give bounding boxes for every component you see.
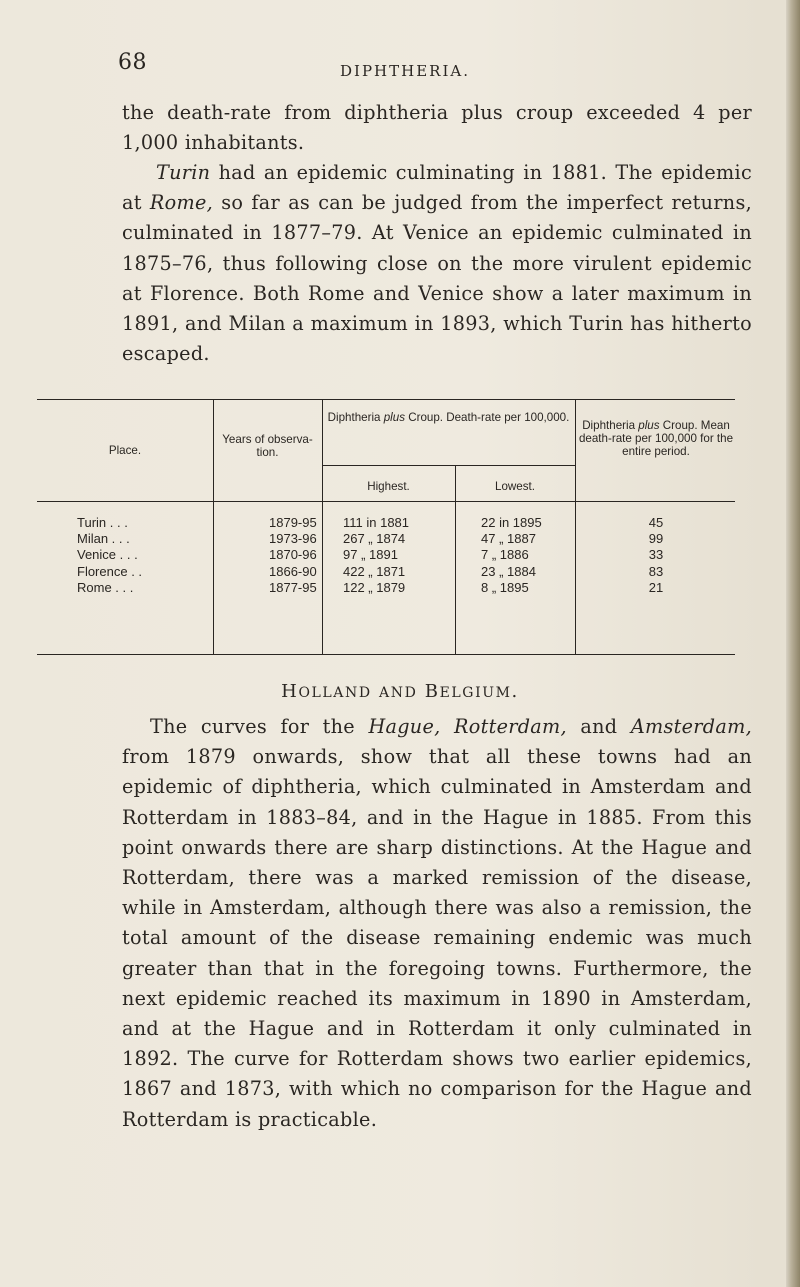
header-place: Place.	[108, 444, 142, 457]
table-header-rule	[37, 501, 735, 502]
cell-years: 1879-95	[269, 515, 317, 530]
header-highest: Highest.	[367, 480, 410, 493]
paragraph-holland-text-2: and	[566, 715, 631, 738]
cell-lowest: 47 „ 1887	[481, 531, 536, 546]
heading-initial: B	[424, 681, 440, 702]
city-amsterdam: Amsterdam,	[630, 715, 752, 738]
city-rome: Rome,	[149, 191, 214, 215]
cell-place: Milan . . .	[77, 531, 130, 546]
cell-mean: 33	[648, 547, 664, 562]
header-mean-plus: plus	[638, 419, 660, 432]
table-divider	[322, 400, 323, 654]
death-rate-table	[37, 399, 735, 655]
section-heading	[0, 681, 800, 702]
header-group-plus: plus	[383, 411, 405, 424]
header-lowest: Lowest.	[495, 480, 535, 493]
cell-place: Venice . . .	[77, 547, 138, 562]
cell-highest: 422 „ 1871	[343, 564, 406, 579]
cell-years: 1870-96	[269, 547, 317, 562]
cell-place: Florence . .	[77, 564, 143, 579]
running-head: DIPHTHERIA.	[340, 62, 470, 80]
header-group-part: Diphtheria	[327, 411, 384, 424]
table-divider	[575, 400, 576, 654]
paragraph-holland-text-1: The curves for the	[150, 715, 369, 738]
header-mean-part: Croup. Mean death-rate per 100,000 for the entire period.	[578, 419, 734, 458]
paragraph-italy-text-2: so far as can be judged from the imperfect returns, culminated in 1877–79. At Venice an epidemic culminated in 1875–76, thus following close on the more virulent epidemic at Florence. Both Rome and Venice show a later maximum in 1891, and Milan a maximum in 1893, which Turin has hitherto escaped.	[122, 191, 752, 366]
cell-years: 1866-90	[269, 564, 317, 579]
header-group-part: Croup. Death-rate per 100,000.	[405, 411, 570, 424]
heading-word: ELGIUM	[439, 685, 512, 701]
cell-years: 1877-95	[269, 580, 317, 595]
cell-highest: 267 „ 1874	[343, 531, 406, 546]
paragraph-italy-text-1: had an epidemic culminating in 1881. The epidemic at	[122, 161, 752, 215]
header-mean-rate	[577, 419, 735, 458]
cell-place: Rome . . .	[77, 580, 134, 595]
cell-lowest: 8 „ 1895	[481, 580, 529, 595]
cell-mean: 83	[648, 564, 664, 579]
heading-word: AND	[379, 685, 418, 701]
city-turin: Turin	[156, 161, 211, 184]
cell-years: 1973-96	[269, 531, 317, 546]
cell-highest: 111 in 1881	[343, 515, 410, 530]
cell-mean: 99	[648, 531, 664, 546]
cell-mean: 45	[648, 515, 664, 530]
heading-period: .	[511, 681, 519, 702]
page-edge	[786, 0, 800, 1287]
cell-highest: 97 „ 1891	[343, 547, 398, 562]
cell-highest: 122 „ 1879	[343, 580, 406, 595]
paragraph-holland	[122, 712, 752, 1135]
table-divider	[455, 465, 456, 654]
header-years: Years of observa-tion.	[222, 433, 313, 459]
page-number: 68	[118, 50, 147, 75]
paragraph-intro-text: the death-rate from diphtheria plus croup exceeded 4 per 1,000 inhabitants.	[122, 101, 752, 155]
cell-lowest: 7 „ 1886	[481, 547, 529, 562]
table-subheader-rule	[322, 465, 575, 466]
cell-place: Turin . . .	[77, 515, 128, 530]
cell-mean: 21	[648, 580, 664, 595]
cell-lowest: 23 „ 1884	[481, 564, 536, 579]
paragraph-holland-text-3: from 1879 onwards, show that all these towns had an epidemic of diphtheria, which culminated in Amsterdam and Rotterdam in 1883–84, and in the Hague in 1885. From this point onwards there are sharp distinctions. At the Hague and Rotterdam, there was a marked remission of the disease, while in Amsterdam, although there was also a remission, the total amount of the disease remaining endemic was much greater than that in the foregoing towns. Furthermore, the next epidemic reached its maximum in 1890 in Amsterdam, and at the Hague and in Rotterdam it only culminated in 1892. The curve for Rotterdam shows two earlier epidemics, 1867 and 1873, with which no comparison for the Hague and Rotterdam is practicable.	[122, 745, 752, 1131]
paragraph-italy	[122, 158, 752, 369]
heading-word: OLLAND	[298, 685, 372, 701]
cell-lowest: 22 in 1895	[481, 515, 542, 530]
header-death-rate-group	[322, 411, 575, 424]
cities-hague-rotterdam: Hague, Rotterdam,	[368, 715, 567, 738]
paragraph-intro	[122, 98, 752, 158]
heading-initial: H	[281, 681, 299, 702]
header-mean-part: Diphtheria	[582, 419, 639, 432]
